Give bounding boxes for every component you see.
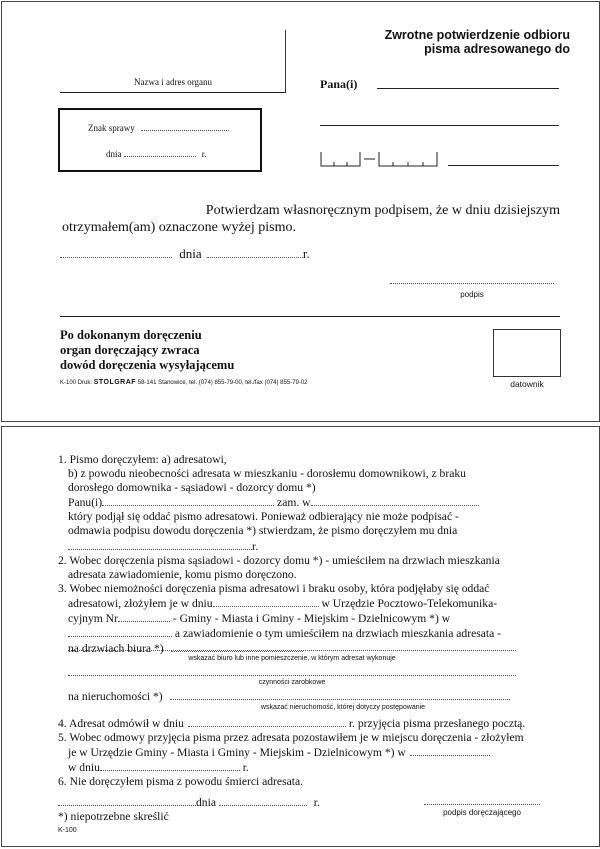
item1-line7 (58, 539, 558, 554)
item3-place-field[interactable] (68, 626, 172, 637)
case-date-field[interactable] (124, 146, 196, 157)
item3-date-field[interactable] (213, 596, 319, 607)
item3-nr-field[interactable] (118, 611, 170, 622)
item1-r-label: r. (252, 539, 259, 553)
return-line3: dowód doręczenia wysyłającemu (60, 358, 235, 372)
final-date-field[interactable] (219, 795, 307, 806)
case-dnia-label: dnia (106, 149, 122, 159)
item5-date-label: w dniu (68, 761, 100, 775)
item1-line2: b) z powodu nieobecności adresata w mieszkaniu - dorosłemu domownikowi, z braku (68, 467, 466, 481)
item5-line1: 5. Wobec odmowy przyjęcia pisma przez adresata pozostawiłem je w miejscu doręczenia - złożyłem (58, 731, 524, 745)
card-title-line1: Zwrotne potwierdzenie odbioru (384, 28, 570, 42)
footnote: *) niepotrzebne skreślić (58, 810, 169, 823)
organ-underline (60, 92, 286, 93)
item1-date-field[interactable] (68, 539, 252, 550)
item5-date-field[interactable] (100, 760, 240, 771)
item5-line2 (58, 745, 558, 760)
final-r-label: r. (313, 796, 320, 809)
item1-pana-label: Panu(i) (68, 496, 103, 510)
case-reference-box (58, 108, 262, 172)
item1-line4 (58, 495, 558, 510)
signature-field[interactable] (390, 278, 554, 284)
item3-notice-text: a zawiadomienie o tym umieściłem na drzwiach mieszkania adresata - (174, 627, 502, 641)
item3-line6 (68, 689, 510, 704)
item5-line3 (58, 760, 558, 775)
item3-nr-label: cyjnym Nr (68, 612, 118, 626)
receipt-date-field[interactable] (207, 247, 303, 258)
item1-line3: dorosłego domownika - sąsiadowi - dozorcy domu *) (68, 481, 316, 495)
receipt-dnia-label: dnia (179, 246, 202, 261)
item1-line1: 1. Pismo doręczyłem: a) adresatowi, (58, 453, 227, 466)
item4-label: 4. Adresat odmówił w dniu (58, 717, 184, 730)
hint2-label: czynności zarobkowe (258, 679, 326, 686)
item1-name-field[interactable] (102, 495, 274, 506)
courier-signature-field[interactable] (424, 798, 540, 805)
item1-address-field[interactable] (311, 495, 479, 506)
delivery-report-body (58, 453, 558, 656)
pana-label: Pana(i) (320, 77, 358, 91)
printer-prefix: K-100 Druk: (60, 380, 93, 386)
return-line2: organ doręczający zwraca (60, 343, 200, 357)
form-code: K-100 (58, 827, 77, 834)
return-line1: Po dokonanym doręczeniu (60, 328, 202, 342)
city-line (448, 165, 559, 166)
postmark-label: datownik (510, 379, 544, 389)
delivery-report-body-2 (58, 716, 558, 789)
confirm-line2: otrzymałem(am) oznaczone wyżej pismo. (62, 220, 297, 235)
item3-line2 (58, 596, 558, 611)
item3-line3 (58, 611, 558, 626)
item3-line1: 3. Wobec niemożności doręczenia pisma adresatowi i braku osoby, która podjęłaby się oddać (58, 581, 490, 595)
item3-office-label: w Urzędzie Pocztowo-Telekomunika- (321, 596, 498, 610)
item5-office-field[interactable] (410, 745, 490, 756)
final-place-field[interactable] (58, 795, 196, 806)
printer-brand: STOLGRAF (93, 379, 137, 386)
item3-date-label: adresatowi, złożyłem je w dniu (68, 596, 213, 610)
receipt-r-label: r. (302, 246, 310, 261)
postal-code-boxes (320, 150, 440, 173)
item5-office-label: je w Urzędzie Gminy - Miasta i Gminy - Miejskim - Dzielnicowym *) w (68, 746, 406, 760)
section-divider (60, 316, 560, 317)
receipt-date-row (60, 246, 310, 262)
hint2-field[interactable] (68, 667, 516, 676)
item4-line (58, 716, 558, 731)
item2-line1: 2. Wobec doręczenia pisma sąsiadowi - dozorcy domu *) - umieściłem na drzwiach mieszkania (58, 553, 500, 567)
courier-signature-label: podpis doręczającego (443, 808, 521, 817)
printer-details: 58-141 Stanowice, tel. (074) 855-79-00, tel./fax (074) 855-79-02 (137, 380, 308, 386)
item1-line6: odmawia podpisu dowodu doręczenia *) stwierdzam, że pismo doręczyłem mu dnia (68, 524, 458, 538)
znak-sprawy-row (88, 120, 229, 133)
printer-info (60, 379, 308, 386)
item4-text: r. przyjęcia pisma przesłanego pocztą. (348, 717, 526, 730)
item1-zam-label: zam. w (277, 496, 311, 510)
receipt-place-field[interactable] (60, 247, 172, 258)
item3-property-field[interactable] (170, 689, 510, 700)
confirm-line1: Potwierdzam własnoręcznym podpisem, że w dniu dzisiejszym (205, 203, 560, 218)
postmark-box (493, 329, 561, 377)
item3-line4 (58, 626, 558, 641)
item4-date-field[interactable] (188, 716, 346, 727)
hint1-label: wskazać biuro lub inne pomieszczenie, w którym adresat wykonuje (188, 655, 396, 662)
item3-property-label: na nieruchomości *) (68, 690, 163, 703)
card-title-line2: pisma adresowanego do (424, 42, 570, 56)
item3-office-door-label: na drzwiach biura *) (68, 642, 164, 656)
item6-line: 6. Nie doręczyłem pisma z powodu śmierci adresata. (58, 775, 303, 789)
case-r-label: r. (201, 149, 207, 159)
final-date-row (58, 795, 320, 810)
item1-line5: który podjął się oddać pismo adresatowi. Ponieważ odbierający nie może podpisać - (68, 510, 459, 524)
signature-label: podpis (460, 290, 484, 299)
hint3-label: wskazać nieruchomość, której dotyczy postępowanie (260, 704, 426, 711)
organ-label: Nazwa i adres organu (133, 77, 213, 87)
item3-office-type: - Gminy - Miasta i Gminy - Miejskim - Dzielnicowym *) w (172, 612, 451, 626)
znak-sprawy-field[interactable] (141, 120, 229, 131)
item5-r-label: r. (242, 761, 249, 775)
address-line-1 (320, 125, 559, 126)
pana-line (377, 88, 559, 89)
hint1-field[interactable] (68, 642, 516, 651)
item2-line2: adresata zawiadomienie, komu pismo doręczono. (68, 567, 297, 581)
final-dnia-label: dnia (196, 796, 216, 809)
znak-sprawy-label: Znak sprawy (88, 123, 135, 133)
case-date-row (106, 146, 207, 159)
